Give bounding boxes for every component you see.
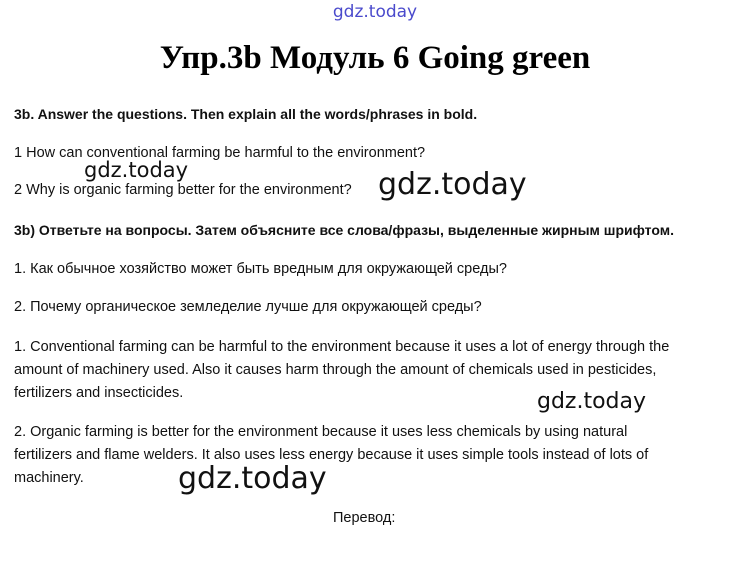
watermark-top: gdz.today: [332, 2, 418, 22]
task-heading-ru: 3b) Ответьте на вопросы. Затем объясните все слова/фразы, выделенные жирным шрифтом.: [14, 222, 674, 238]
page-title: Упр.3b Модуль 6 Going green: [159, 40, 591, 76]
question-1-ru: 1. Как обычное хозяйство может быть вредным для окружающей среды?: [14, 261, 507, 277]
answer-2-line-1: 2. Organic farming is better for the environment because it uses less chemicals by using natural: [14, 424, 628, 440]
question-1-en: 1 How can conventional farming be harmful to the environment?: [14, 145, 426, 161]
task-heading-en: 3b. Answer the questions. Then explain all the words/phrases in bold.: [14, 106, 478, 122]
question-2-ru: 2. Почему органическое земледелие лучше для окружающей среды?: [14, 299, 482, 315]
answer-2-line-3: machinery.: [14, 470, 84, 486]
question-2-en: 2 Why is organic farming better for the environment?: [14, 182, 352, 198]
answer-1-line-1: 1. Conventional farming can be harmful to the environment because it uses a lot of energy through the: [14, 339, 670, 355]
translation-label: Перевод:: [333, 510, 396, 526]
answer-1-line-2: amount of machinery used. Also it causes harm through the amount of chemicals used in pesticides,: [14, 362, 657, 378]
watermark-3: gdz.today: [537, 389, 647, 414]
watermark-1: gdz.today: [84, 158, 189, 182]
watermark-4: gdz.today: [178, 461, 327, 496]
answer-1-line-3: fertilizers and insecticides.: [14, 385, 184, 401]
answer-2-line-2: fertilizers and flame welders. It also uses less energy because it uses simple tools instead of lots of: [14, 447, 649, 463]
watermark-2: gdz.today: [378, 167, 527, 202]
